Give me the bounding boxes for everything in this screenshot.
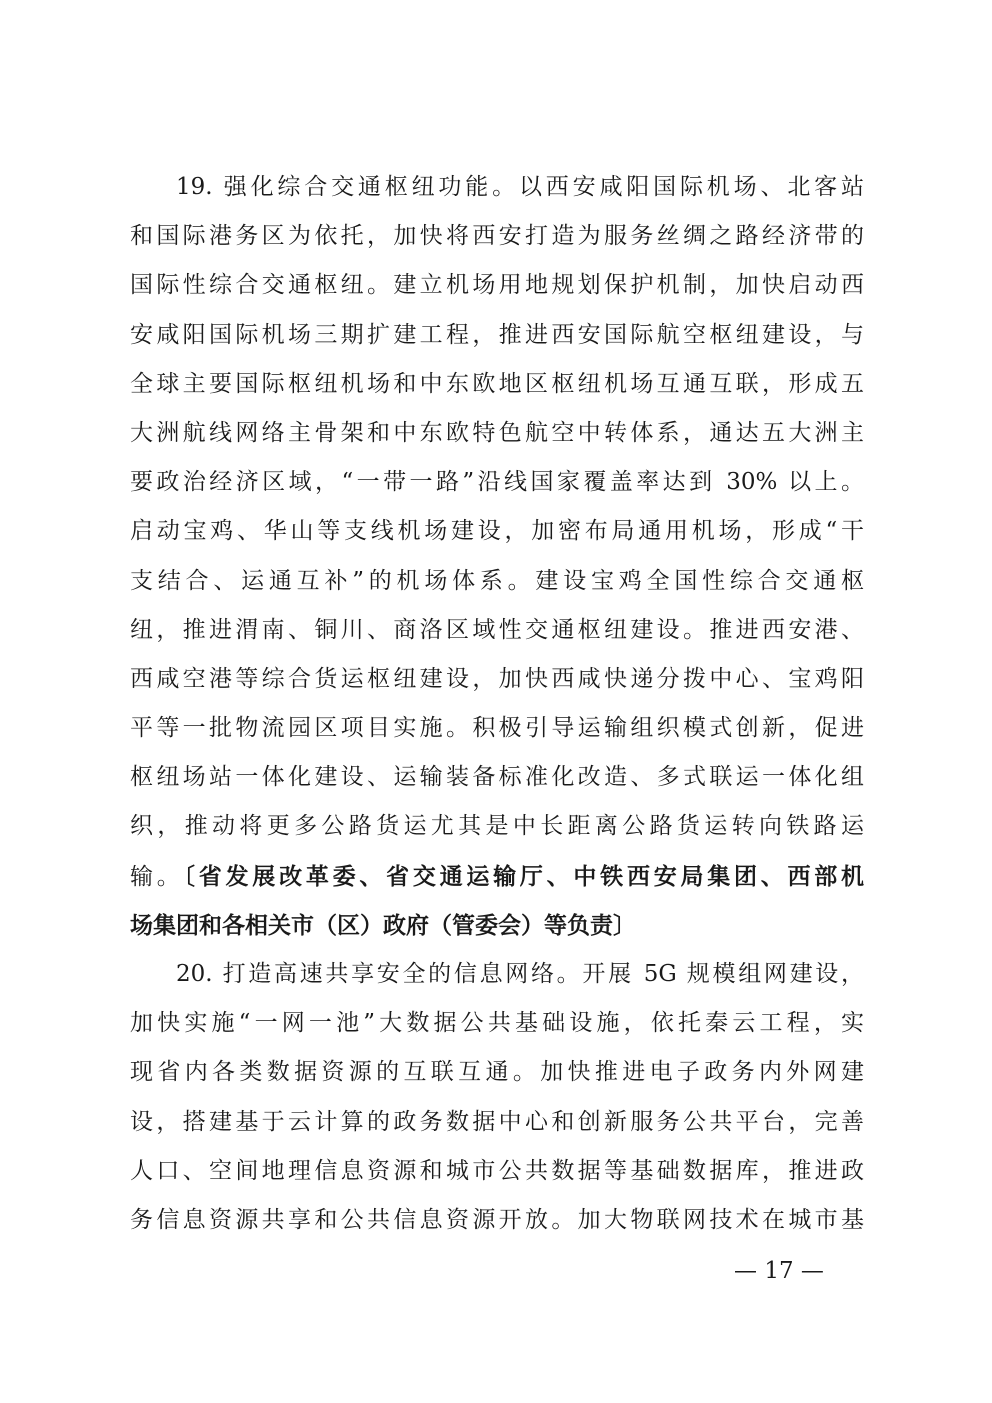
paragraph-19-line-10: 纽，推进渭南、铜川、商洛区域性交通枢纽建设。推进西安港、 xyxy=(130,616,864,643)
paragraph-19-line-11: 西咸空港等综合货运枢纽建设，加快西咸快递分拨中心、宝鸡阳 xyxy=(130,665,864,692)
document-body xyxy=(130,163,864,1245)
paragraph-19-line-5: 全球主要国际枢纽机场和中东欧地区枢纽机场互通互联，形成五 xyxy=(130,370,864,397)
paragraph-20-line-2: 加快实施“一网一池”大数据公共基础设施，依托秦云工程，实 xyxy=(130,1010,864,1037)
paragraph-19-line-3: 国际性综合交通枢纽。建立机场用地规划保护机制，加快启动西 xyxy=(130,272,864,299)
paragraph-19-line-9: 支结合、运通互补”的机场体系。建设宝鸡全国性综合交通枢 xyxy=(130,567,864,594)
paragraph-19-line-6: 大洲航线网络主骨架和中东欧特色航空中转体系，通达五大洲主 xyxy=(130,419,864,446)
paragraph-20-line-4: 设，搭建基于云计算的政务数据中心和创新服务公共平台，完善 xyxy=(130,1108,864,1135)
paragraph-19-line-2: 和国际港务区为依托，加快将西安打造为服务丝绸之路经济带的 xyxy=(130,223,864,250)
paragraph-19-last-text: 输。 xyxy=(130,863,184,890)
paragraph-19-line-13: 枢纽场站一体化建设、运输装备标准化改造、多式联运一体化组 xyxy=(130,764,864,791)
paragraph-19-line-7: 要政治经济区域，“一带一路”沿线国家覆盖率达到 30% 以上。 xyxy=(130,469,864,496)
paragraph-20-line-6: 务信息资源共享和公共信息资源开放。加大物联网技术在城市基 xyxy=(130,1206,864,1233)
paragraph-20-line-3: 现省内各类数据资源的互联互通。加快推进电子政务内外网建 xyxy=(130,1059,864,1086)
paragraph-19-line-4: 安咸阳国际机场三期扩建工程，推进西安国际航空枢纽建设，与 xyxy=(130,321,864,348)
paragraph-20-line-1: 20. 打造高速共享安全的信息网络。开展 5G 规模组网建设， xyxy=(176,961,864,987)
paragraph-19-line-1: 19. 强化综合交通枢纽功能。以西安咸阳国际机场、北客站 xyxy=(176,174,864,200)
paragraph-19-line-15 xyxy=(130,852,864,901)
responsible-parties-line-1: 〔省发展改革委、省交通运输厅、中铁西安局集团、西部机 xyxy=(183,862,865,890)
page-number: — 17 — xyxy=(734,1258,824,1284)
paragraph-19-line-14: 织，推动将更多公路货运尤其是中长距离公路货运转向铁路运 xyxy=(130,813,864,840)
paragraph-20-line-5: 人口、空间地理信息资源和城市公共数据等基础数据库，推进政 xyxy=(130,1157,864,1184)
paragraph-19-line-12: 平等一批物流园区项目实施。积极引导运输组织模式创新，促进 xyxy=(130,715,864,742)
paragraph-19-line-8: 启动宝鸡、华山等支线机场建设，加密布局通用机场，形成“干 xyxy=(130,518,864,545)
responsible-parties-line-2: 场集团和各相关市（区）政府（管委会）等负责〕 xyxy=(130,911,636,939)
